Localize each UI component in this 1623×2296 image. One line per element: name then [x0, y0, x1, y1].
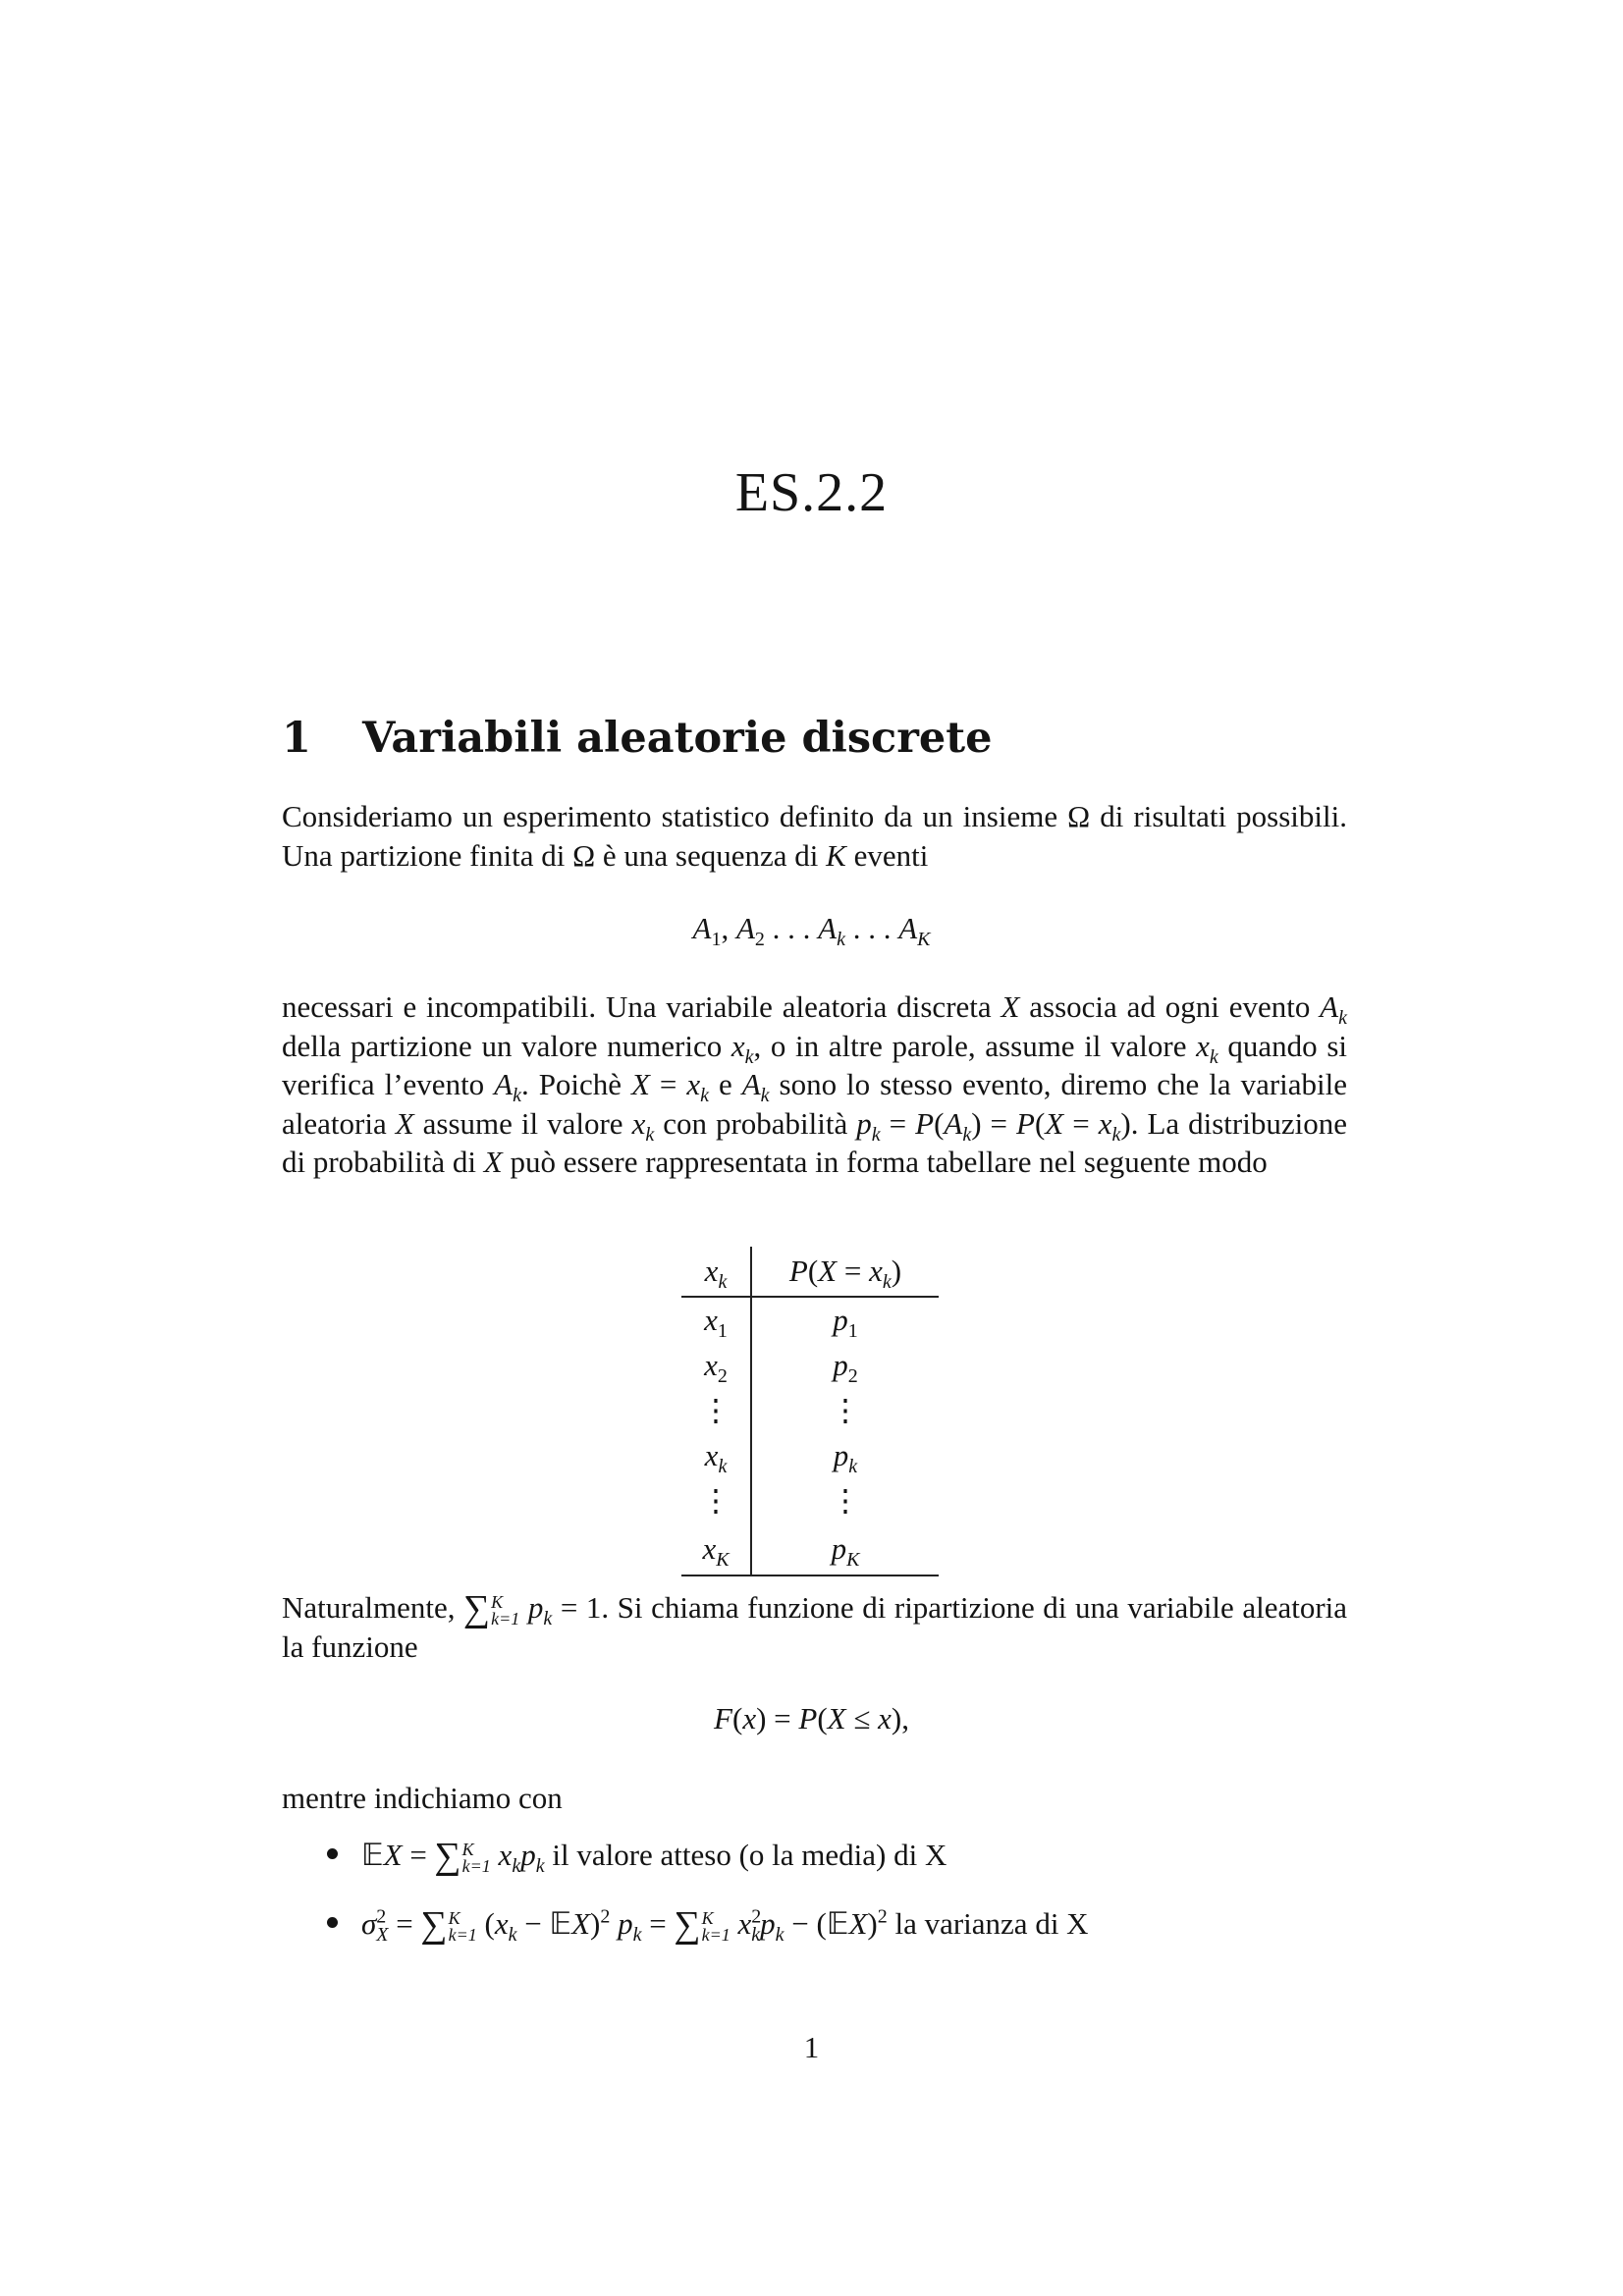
paragraph-cdf-text: Naturalmente, ∑ K k=1 $p_k = 1$. Si chiama funzione di ripartizione di una variabile aleatoria la funzione [282, 1588, 1348, 1664]
table-row [681, 1388, 939, 1433]
table-header-xk: $x_k$ [681, 1247, 751, 1297]
paragraph-definition-text: necessari e incompatibili. Una variabile aleatoria discreta X associa ad ogni evento $A_k$ della partizione un valore numerico $x_k$, o in altre parole, assume il valore $x_k$ quando si verifica l’evento $A_k$. Poichè $X = x_k$ e $A_k$ sono lo stesso evento, diremo che la variabile aleatoria X assume il valore $x_k$ con probabilità $p_k = P(A_k) = P(X = x_k)$. La distribuzione di probabilità di X può essere rappresentata in forma tabellare nel seguente modo [282, 989, 1348, 1179]
paragraph-definitions-text: mentre indichiamo con [282, 1781, 563, 1815]
table-cell: $x_K$ [681, 1523, 751, 1575]
paragraph-definitions-intro [282, 1779, 1347, 1818]
document-title: ES.2.2 [734, 462, 889, 523]
table-row [681, 1478, 939, 1523]
list-item-variance [327, 1900, 1089, 1947]
variance-text: la varianza di X [894, 1906, 1089, 1941]
equation-partition: $A_1$, $A_2$ . . . $A_k$ . . . $A_K$ [692, 911, 931, 951]
expectation-formula: 𝔼X = ∑ K k=1 $x_kp_k$ [361, 1836, 545, 1878]
table-cell: $p_1$ [833, 1303, 858, 1343]
table-cell: $x_1$ [681, 1297, 751, 1343]
expectation-text: il valore atteso (o la media) di X [552, 1838, 947, 1872]
paragraph-intro-text: Consideriamo un esperimento statistico definito da un insieme Ω di risultati possibili. Una partizione finita di Ω è una sequenza di K eventi [282, 799, 1347, 873]
section-number: 1 [282, 714, 311, 763]
table-row [681, 1297, 939, 1343]
table-cell: ⋮ [830, 1393, 861, 1427]
equation-cdf: F(x) = P(X ≤ x), [714, 1701, 909, 1735]
page-number: 1 [803, 2030, 820, 2064]
variance-formula: $\sigma^2_X$ = ∑ K k=1 ($x_k$ − 𝔼X)$^2$ $p_k$ = ∑ K k=1 $x^2_kp_k$ − (𝔼X)$^2$ [361, 1904, 888, 1947]
list-item-expectation [327, 1832, 1089, 1878]
table-cell: $x_k$ [681, 1433, 751, 1478]
table-cell: $x_2$ [681, 1343, 751, 1388]
table-cell: $p_K$ [751, 1523, 939, 1575]
table-row [681, 1343, 939, 1388]
table-cell: ⋮ [681, 1388, 751, 1433]
table-row [681, 1523, 939, 1575]
table-cell: $p_k$ [833, 1438, 858, 1478]
definitions-list [327, 1832, 1089, 1969]
table-cell: ⋮ [681, 1478, 751, 1523]
section-title: Variabili aleatorie discrete [362, 714, 993, 763]
bullet-icon [327, 1848, 338, 1859]
bullet-icon [327, 1917, 338, 1928]
table-cell: ⋮ [830, 1483, 861, 1518]
table-row [681, 1433, 939, 1478]
table-cell: $p_2$ [833, 1348, 858, 1388]
section-heading [282, 714, 992, 763]
table-header-row [681, 1247, 939, 1297]
paragraph-cdf-intro [282, 1587, 1347, 1666]
table-header-prob: $P(X = x_k)$ [751, 1247, 939, 1297]
distribution-table [681, 1247, 939, 1576]
paragraph-definition [282, 988, 1347, 1182]
paragraph-intro [282, 797, 1347, 875]
